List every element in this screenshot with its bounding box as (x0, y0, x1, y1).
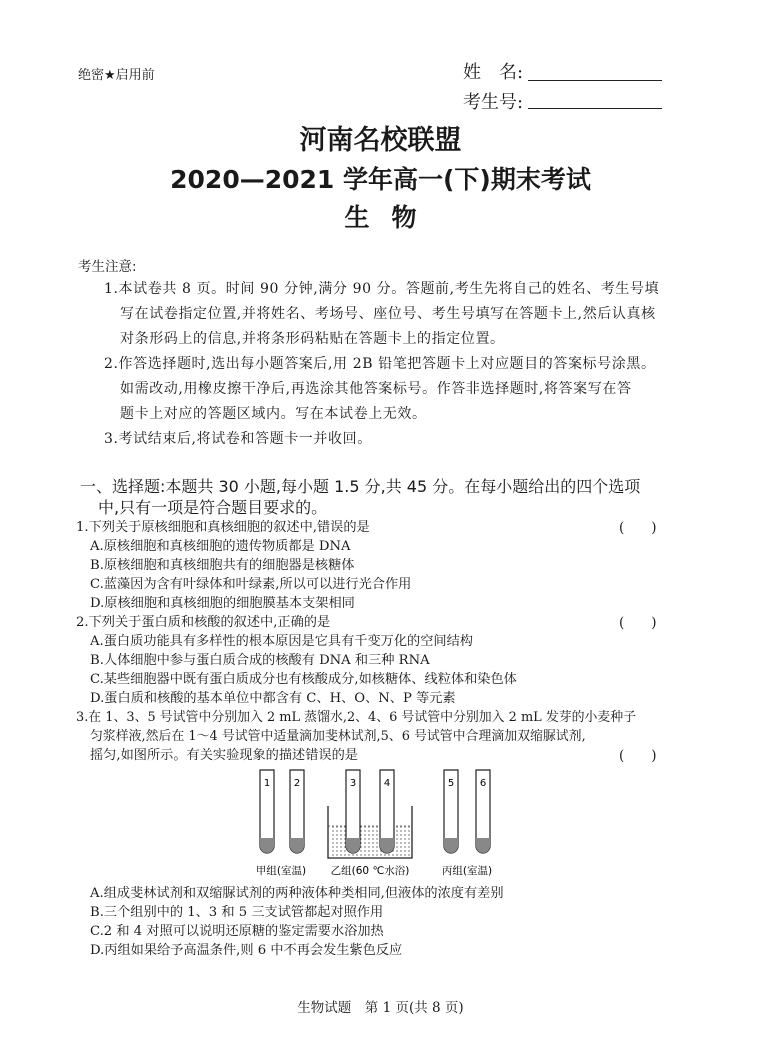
group-label-jia: 甲组(室温) (255, 865, 307, 877)
question-1-stem: 1.下列关于原核细胞和真核细胞的叙述中,错误的是 (76, 520, 370, 535)
note-line: 2.作答选择题时,选出每小题答案后,用 2B 铅笔把答题卡上对应题目的答案标号涂黑。 (104, 356, 656, 372)
question-1-option-a: A.原核细胞和真核细胞的遗传物质都是 DNA (90, 539, 351, 554)
note-line: 写在试卷指定位置,并将姓名、考场号、座位号、考生号填写在答题卡上,然后认真核 (120, 306, 656, 322)
question-2-option-a: A.蛋白质功能具有多样性的根本原因是它具有千变万化的空间结构 (90, 634, 473, 649)
note-line: 3.考试结束后,将试卷和答题卡一并收回。 (104, 431, 372, 447)
page-footer: 生物试题 第 1 页(共 8 页) (297, 1000, 464, 1016)
tube-label: 6 (479, 778, 487, 789)
question-1-answer-paren[interactable]: ( ) (619, 520, 657, 536)
tube-label: 2 (293, 778, 301, 789)
group-label-yi: 乙组(60 ℃水浴) (330, 865, 410, 877)
question-3-stem-line3: 摇匀,如图所示。有关实验现象的描述错误的是 (90, 748, 358, 763)
group-label-bing: 丙组(室温) (441, 865, 493, 877)
note-line: 对条形码上的信息,并将条形码粘贴在答题卡上的指定位置。 (120, 331, 505, 347)
question-1-option-b: B.原核细胞和真核细胞共有的细胞器是核糖体 (90, 558, 355, 573)
confidential-label: 绝密★启用前 (78, 68, 155, 83)
question-3-option-b: B.三个组别中的 1、3 和 5 三支试管都起对照作用 (90, 905, 384, 920)
question-2-option-c: C.某些细胞器中既有蛋白质成分也有核酸成分,如核糖体、线粒体和染色体 (90, 672, 517, 687)
name-field-label: 姓 名: (463, 62, 524, 83)
exam-number-field-label: 考生号: (463, 92, 524, 113)
question-3-option-a: A.组成斐林试剂和双缩脲试剂的两种液体种类相同,但液体的浓度有差别 (90, 886, 504, 901)
league-title: 河南名校联盟 (299, 125, 462, 156)
question-3-option-c: C.2 和 4 对照可以说明还原糖的鉴定需要水浴加热 (90, 924, 384, 939)
note-line: 题卡上对应的答题区域内。写在本试卷上无效。 (120, 406, 427, 422)
note-line: 1.本试卷共 8 页。时间 90 分钟,满分 90 分。答题前,考生先将自己的姓名、考生号填 (104, 281, 660, 297)
name-blank-line[interactable] (528, 80, 662, 81)
subject-title: 生物 (344, 203, 439, 232)
question-3-answer-paren[interactable]: ( ) (619, 748, 657, 764)
question-3-stem-line2: 匀浆样液,然后在 1～4 号试管中适量滴加斐林试剂,5、6 号试管中合理滴加双缩脲试剂, (90, 729, 586, 744)
question-3-option-d: D.丙组如果给予高温条件,则 6 中不再会发生紫色反应 (90, 943, 403, 958)
section-heading-line2: 中,只有一项是符合题目要求的。 (98, 498, 328, 517)
exam-title: 2020—2021 学年高一(下)期末考试 (170, 165, 591, 194)
question-2-stem: 2.下列关于蛋白质和核酸的叙述中,正确的是 (76, 615, 331, 630)
section-heading-line1: 一、选择题:本题共 30 小题,每小题 1.5 分,共 45 分。在每小题给出的四个选项 (80, 477, 641, 496)
exam-number-blank-line[interactable] (528, 108, 662, 109)
question-1-option-d: D.原核细胞和真核细胞的细胞膜基本支架相同 (90, 596, 355, 611)
question-1-option-c: C.蓝藻因为含有叶绿体和叶绿素,所以可以进行光合作用 (90, 577, 412, 592)
question-2-option-b: B.人体细胞中参与蛋白质合成的核酸有 DNA 和三种 RNA (90, 653, 430, 668)
tube-label: 4 (383, 778, 391, 789)
notes-heading: 考生注意: (78, 259, 137, 275)
note-line: 如需改动,用橡皮擦干净后,再选涂其他答案标号。作答非选择题时,将答案写在答 (120, 381, 632, 397)
question-2-answer-paren[interactable]: ( ) (619, 615, 657, 631)
water-bath (328, 806, 412, 858)
tube-label: 5 (447, 778, 455, 789)
question-3-stem-line1: 3.在 1、3、5 号试管中分别加入 2 mL 蒸馏水,2、4、6 号试管中分别加入 2 mL 发芽的小麦种子 (76, 710, 637, 725)
test-tube-figure (240, 766, 510, 882)
tube-label: 3 (349, 778, 357, 789)
question-2-option-d: D.蛋白质和核酸的基本单位中都含有 C、H、O、N、P 等元素 (90, 691, 456, 706)
tube-label: 1 (263, 778, 271, 789)
